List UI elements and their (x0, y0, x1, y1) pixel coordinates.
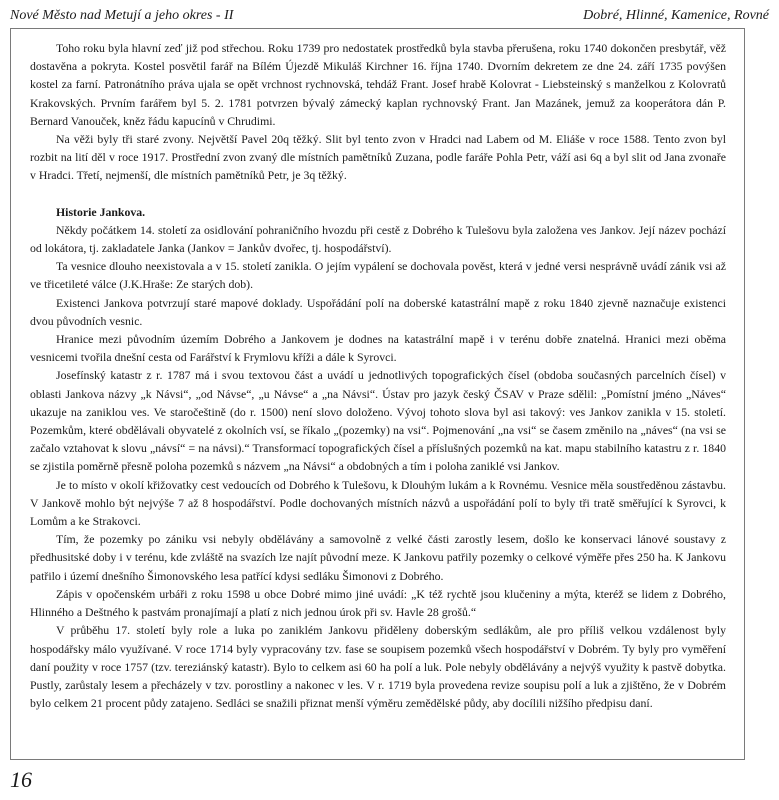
text-frame (10, 28, 745, 760)
paragraph: Josefínský katastr z r. 1787 má i svou textovou část a uvádí u jednotlivých topografických čísel (obdoba současných parcelních čísel) v oblasti Jankova názvy „k Návsi“, „od Návse“, „u Návse“ a „na Návsi“. Ústav pro jazyk český ČSAV v Praze sdělil: „Pomístní jméno „Náves“ ukazuje na zaniklou ves. Ve staročeštině (do r. 1500) není slovo doloženo. Vývoj tohoto slova byl asi takový: ves Jankov zanikla v 15. století. Pozemkům, které obdělávali obyvatelé z okolních vsí, se říkalo „(pozemky) na vsi“. Pojmenování „na vsi“ se časem změnilo na „náves“ (na vsi se začalo vztahovat k slovu „návsí“ = na návsi).“ Transformací topografických čísel a příslušných pozemků na kat. mapu stabilního katastru z r. 1840 se zjistila poměrně přesně poloha pozemků s názvem „na Návsi“ a obdobných a tím i poloha zaniklé vsi Jankov. (30, 368, 726, 474)
page-number: 16 (10, 767, 32, 792)
paragraph: V průběhu 17. století byly role a luka po zaniklém Jankovu přiděleny doberským sedlákům, ale pro příliš velkou vzdálenost byly hospodářsky málo využívané. V roce 1714 byly vypracovány tzv. fase se soupisem pozemků všech hospodářství v Dobrém. Ty byly pro vyměření daní použity v roce 1757 (tzv. tereziánský katastr). Bylo to celkem asi 60 ha polí a luk. Pole nebyly obdělávány a nejvýš využity k pastvě dobytka. Pustly, zarůstaly lesem a přecházely v tzv. porostliny a nakonec v les. V r. 1719 byla provedena revize soupisu polí a luk a zjištěno, že v Dobrém bylo celkem 21 procent půdy zatajeno. Sedláci se snažili přiznat menší výměru zemědělské půdy, aby docílili nižšího předpisu daní. (30, 623, 726, 711)
page-body (30, 39, 726, 712)
paragraph: Tím, že pozemky po zániku vsi nebyly obdělávány a samovolně z velké části zarostly lesem, došlo ke konservaci lánové soustavy z předhusitské doby i v terénu, kde zvláště na svazích lze najít původní meze. K Jankovu patřily pozemky o celkové výměře přes 250 ha. K Jankovu patřilo i území dnešního Šimonovského lesa patřící kdysi sedláku Šimonovi z Dobrého. (30, 532, 726, 583)
paragraph: Zápis v opočenském urbáři z roku 1598 u obce Dobré mimo jiné uvádí: „K též rychtě jsou klučeniny a mýta, kteréž se lidem z Dobrého, Hlinného a Deštného k pastvám pronajímají a platí z nich jednou úrok při sv. Havle 28 grošů.“ (30, 586, 726, 620)
paragraph: Na věži byly tři staré zvony. Největší Pavel 20q těžký. Slit byl tento zvon v Hradci nad Labem od M. Eliáše v roce 1588. Tento zvon byl rozbit na lití děl v roce 1917. Prostřední zvon zvaný dle místních pamětníků Zuzana, podle faráře Pohla Petr, váží asi 6q a byl slit od Jana zvonaře v Hradci. Třetí, nejmenší, dle místních pamětníků Petr, je 3q těžký. (30, 132, 726, 183)
header-book-title: Nové Město nad Metují a jeho okres - II (10, 8, 234, 23)
paragraph: Hranice mezi původním územím Dobrého a Jankovem je dodnes na katastrální mapě i v terénu dobře znatelná. Hranici mezi oběma vesnicemi tvořila dnešní cesta od Farářství k Frymlovu kříži a dále k Syrovci. (30, 332, 726, 365)
running-header (10, 6, 769, 26)
paragraph: Existenci Jankova potvrzují staré mapové doklady. Uspořádání polí na doberské katastrální mapě z roku 1840 zjevně naznačuje existenci dvou původních vesnic. (30, 295, 726, 328)
section-spacer (30, 185, 726, 203)
paragraph: Toho roku byla hlavní zeď již pod střechou. Roku 1739 pro nedostatek prostředků byla stavba přerušena, roku 1740 dokončen presbytář, věž dostavěna a pokryta. Kostel posvětil farář na Bílém Újezdě Mikuláš Kirchner 16. října 1740. Dvorním dekretem ze dne 24. září 1735 povýšen kostel za farní. Patronátního práva ujala se opět vrchnost rychnovská, tehdáž Frant. Josef hrabě Kolovrat - Liebsteinský s manželkou z Kolovratů Krakovských. Prvním farářem byl 5. 2. 1781 potvrzen bývalý zámecký kaplan rychnovský Frant. Jan Mazánek, jemuž za kooperátora dán P. Bernard Vanouček, kněz řádu kapucínů v Chrudimi. (30, 41, 726, 128)
paragraph: Ta vesnice dlouho neexistovala a v 15. století zanikla. O jejím vypálení se dochovala pověst, která v jedné versi nesprávně uvádí zánik vsi až ve třicetileté válce (J.K.Hraše: Ze starých dob). (30, 259, 726, 292)
paragraph: Je to místo v okolí křižovatky cest vedoucích od Dobrého k Tulešovu, k Dlouhým lukám a k Rovnému. Vesnice měla soustředěnou zástavbu. V Jankově mohlo být nejvýše 7 až 8 hospodářství. Podle dochovaných místních názvů a uspořádání polí to byly tři tratě směřující k Syrovci, k Lomům a ke Strakovci. (30, 477, 726, 529)
section-heading: Historie Jankova. (56, 204, 146, 219)
header-chapter-title: Dobré, Hlinné, Kamenice, Rovné (583, 8, 769, 23)
paragraph: Někdy počátkem 14. století za osidlování pohraničního hvozdu při cestě z Dobrého k Tulešovu byla založena ves Jankov. Její název pochází od lokátora, tj. zakladatele Janka (Jankov = Jankův dvořec, tj. hospodářství). (30, 222, 726, 256)
